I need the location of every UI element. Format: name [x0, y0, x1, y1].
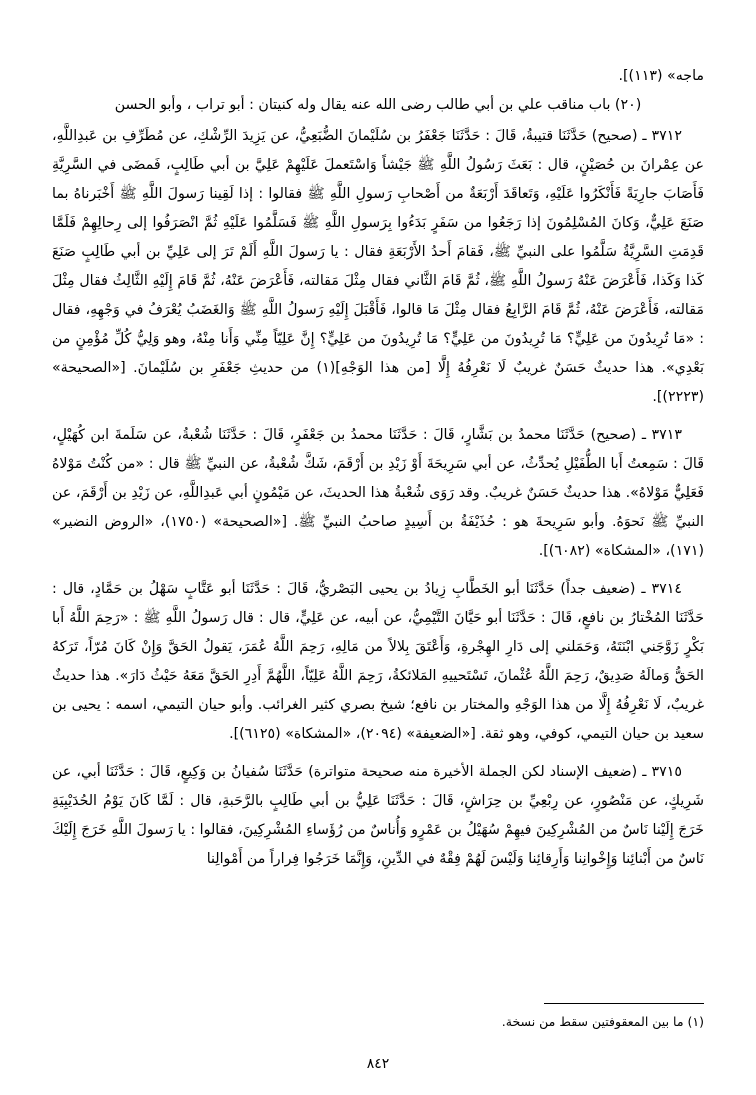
page-body: [52, 62, 704, 874]
hadith-3712: ٣٧١٢ ـ (صحيح) حَدَّثَنَا قتيبةُ، قَالَ : حَدَّثَنَا جَعْفَرُ بن سُلَيْمانَ الضُّبَعِيُّ، عن يَزِيدَ الرِّشْكِ، عن مُطَرِّفِ بن عَبدِاللَّهِ، عن عِمْرانَ بن حُصَيْنٍ، قال : بَعَثَ رَسُولُ اللَّهِ ﷺ جَيْشاً وَاسْتَعملَ عَلَيْهِمْ عَلِيَّ بن أبي طَالِبٍ، فَمضَى في السَّرِيَّةِ فَأَصَابَ جارِيَةً فَأَنْكَرُوا عَلَيْهِ، وَتَعاقَدَ أَرْبَعَةٌ من أَصْحابِ رَسولِ اللَّهِ ﷺ فقالوا : إذا لَقِينا رَسولَ اللَّهِ ﷺ أَخْبَرناهُ بما صَنَعَ عَلِيٌّ، وَكانَ المُسْلِمُونَ إذا رَجَعُوا من سَفَرٍ بَدَءُوا بِرَسولِ اللَّهِ ﷺ فَسَلَّمُوا عَلَيْهِ ثُمَّ انْصَرَفُوا إلى رِحالِهِمْ فَلَمَّا قَدِمَتِ السَّرِيَّةُ سَلَّمُوا على النبيِّ ﷺ، فَقامَ أَحدُ الأَرْبَعَةِ فقال : يا رَسولَ اللَّهِ أَلَمْ تَرَ إلى عَلِيِّ بن أبي طَالِبٍ صَنَعَ كَذا وَكَذا، فَأَعْرَضَ عَنْهُ رَسولُ اللَّهِ ﷺ، ثُمَّ قَامَ الثَّاني فقال مِثْلَ مَقالته، فَأَعْرَضَ عَنْهُ، ثُمَّ قَامَ إِلَيْهِ الثَّالِثُ فقال مِثْلَ مَقالته، فَأَعْرَضَ عَنْهُ، ثُمَّ قَامَ الرَّابِعُ فقال مِثْلَ مَا قالوا، فَأَقْبَلَ إِلَيْهِ رَسولُ اللَّهِ ﷺ وَالغَضَبُ يُعْرَفُ في وَجْهِهِ، فقال : «مَا تُرِيدُونَ من عَلِيٍّ؟ مَا تُرِيدُونَ من عَلِيٍّ؟ مَا تُرِيدُونَ من عَلِيٍّ؟ إِنَّ عَلِيّاً مِنِّي وَأَنا مِنْهُ، وهو وَلِيُّ كُلِّ مُؤْمِنٍ من بَعْدِي». هذا حديثٌ حَسَنٌ غريبٌ لَا نَعْرِفُهُ إِلَّا [من هذا الوَجْهِ](١) من حديثِ جَعْفَرِ بن سُلَيْمانَ. [«الصحيحة» (٢٢٢٣)].: [52, 128, 705, 405]
footnote-divider: [544, 1003, 704, 1004]
hadith-3713: ٣٧١٣ ـ (صحيح) حَدَّثَنَا محمدُ بن بَشَّارٍ، قَالَ : حَدَّثَنَا محمدُ بن جَعْفَرٍ، قَالَ : حَدَّثَنَا شُعْبةُ، عن سَلَمةَ ابن كُهَيْلٍ، قَالَ : سَمِعتُ أَبا الطُّفَيْلِ يُحدِّثُ، عن أبي سَرِيحَةَ أَوْ زَيْدِ بن أَرْقَمَ، شَكَّ شُعْبةُ، عن النبيِّ ﷺ قال : «من كُنْتُ مَوْلاهُ فَعَلِيٌّ مَوْلاهُ». هذا حديثٌ حَسَنٌ غريبٌ. وقد رَوَى شُعْبةُ هذا الحديثَ، عن مَيْمُونٍ أبي عَبدِاللَّهِ، عن زَيْدِ بن أَرْقَمَ، عن النبيِّ ﷺ نَحوَهُ. وأبو سَرِيحةَ هو : حُذَيْفَةُ بن أَسِيدٍ صاحبُ النبيِّ ﷺ. [«الصحيحة» (١٧٥٠)، «الروض النضير» (١٧١)، «المشكاة» (٦٠٨٢)].: [52, 427, 704, 559]
hadith-3714: ٣٧١٤ ـ (ضعيف جداً) حَدَّثَنَا أبو الخَطَّابِ زِيادُ بن يحيى البَصْريُّ، قَالَ : حَدَّثَنَا أبو عَتَّابٍ سَهْلُ بن حَمَّادٍ، قال : حَدَّثَنَا المُخْتارُ بن نافعٍ، قَالَ : حَدَّثَنَا أبو حَيَّانَ التَّيْمِيُّ، عن أبيه، عن عَلِيٍّ، قال : قال رَسولُ اللَّهِ ﷺ : «رَحِمَ اللَّهُ أَبا بَكْرٍ زَوَّجَني ابْنَتَهُ، وَحَمَلني إلى دَارِ الهِجْرةِ، وَأَعْتَقَ بِلالاً من مَالِهِ، رَحِمَ اللَّهُ عُمَرَ، يَقولُ الحَقَّ وَإِنْ كَانَ مُرّاً، تَرَكهُ الحَقُّ وَمالَهُ صَدِيقٌ، رَحِمَ اللَّهُ عُثْمانَ، تَسْتَحييهِ المَلائكةُ، رَحِمَ اللَّهُ عَلِيّاً، اللَّهُمَّ أَدِرِ الحَقَّ مَعَهُ حَيْثُ دَارَ». هذا حديثٌ غريبٌ، لَا نَعْرِفُهُ إِلَّا من هذا الوَجْهِ والمختار بن نافع؛ شيخ بصري كثير الغرائب. وأبو حيان التيمي، اسمه : يحيى بن سعيد بن حيان التيمي، كوفي، وهو ثقة. [«الضعيفة» (٢٠٩٤)، «المشكاة» (٦١٢٥)].: [52, 581, 704, 742]
footnote: (١) ما بين المعقوفتين سقط من نسخة.: [501, 1014, 704, 1029]
continuation-line: ماجه» (١١٣)].: [618, 68, 704, 84]
hadith-3715: ٣٧١٥ ـ (ضعيف الإسناد لكن الجملة الأخيرة منه صحيحة متواترة) حَدَّثَنَا سُفيانُ بن وَكِيعٍ، قَالَ : حَدَّثَنَا أبي، عن شَرِيكٍ، عن مَنْصُورٍ، عن رِبْعِيِّ بن حِرَاشٍ، قَالَ : حَدَّثَنَا عَلِيُّ بن أبي طَالِبٍ بالرَّحَبةِ، قال : لَمَّا كَانَ يَوْمُ الحُدَيْبِيَةِ خَرَجَ إِلَيْنا نَاسٌ من المُشْرِكِينَ فيهِمْ سُهَيْلُ بن عَمْرٍو وَأُناسٌ من رُؤَساءِ المُشْرِكِينَ، فقالوا : يا رَسولَ اللَّهِ خَرَجَ إِلَيْكَ نَاسٌ من أَبْنائِنا وَإِخْوانِنا وَأَرِقائِنا وَلَيْسَ لَهُمْ فِقْهٌ في الدِّينِ، وَإِنَّمَا خَرَجُوا فِراراً من أَمْوالِنا: [52, 764, 704, 867]
chapter-heading: (٢٠) باب مناقب علي بن أبي طالب رضى الله عنه يقال وله كنيتان : أبو تراب ، وأبو الحسن: [114, 97, 642, 113]
page-number: ٨٤٢: [366, 1056, 390, 1072]
